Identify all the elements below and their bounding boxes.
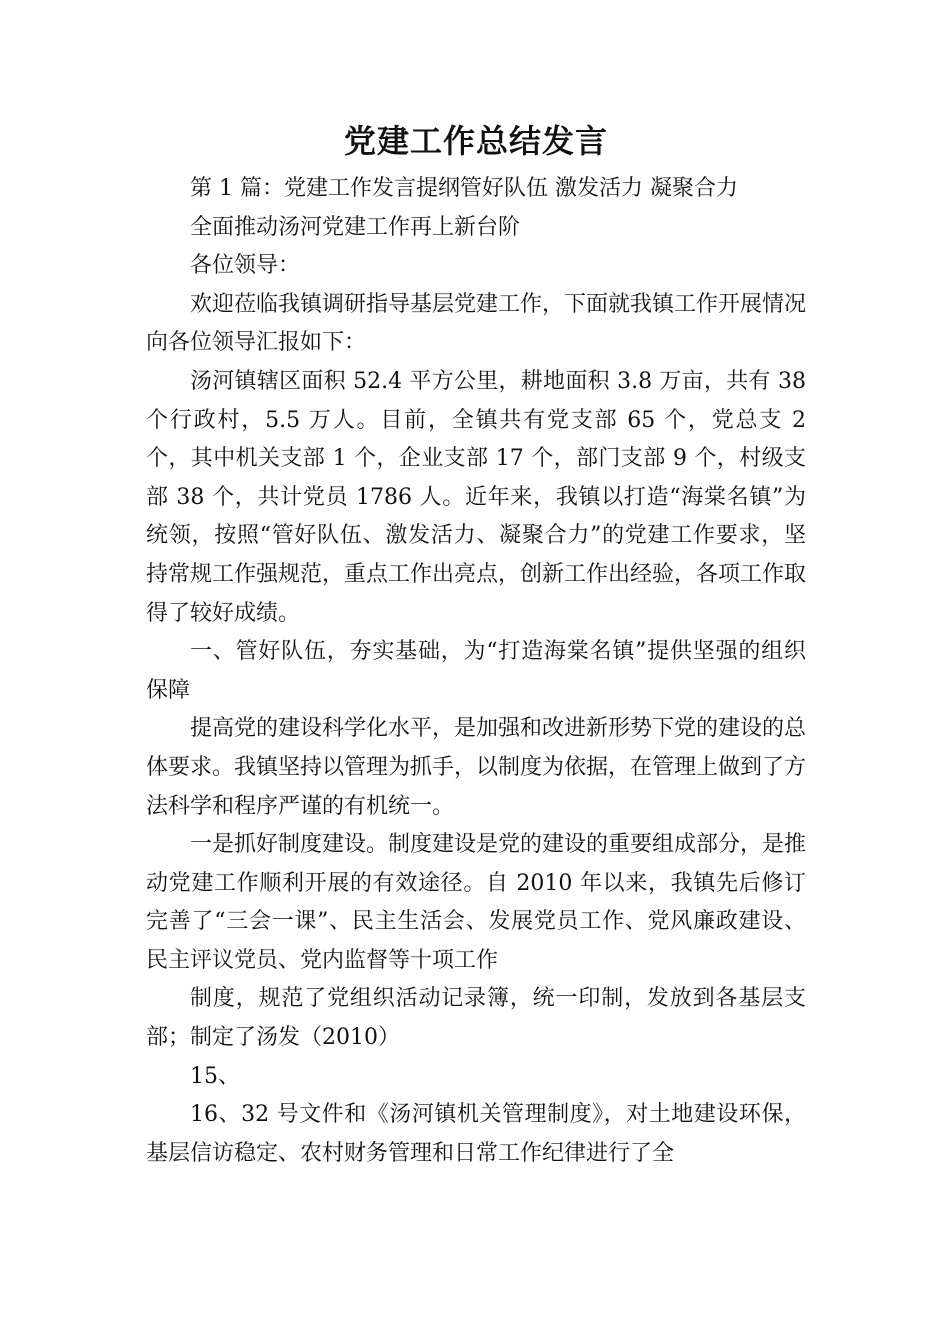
paragraph-intro: 欢迎莅临我镇调研指导基层党建工作，下面就我镇工作开展情况向各位领导汇报如下： <box>146 291 807 356</box>
paragraph-system-continued: 制度，规范了党组织活动记录簿，统一印制，发放到各基层支部；制定了汤发（2010） <box>146 986 806 1051</box>
paragraph-subtitle: 全面推动汤河党建工作再上新台阶 <box>190 214 521 240</box>
paragraph-section-body: 提高党的建设科学化水平，是加强和改进新形势下党的建设的总体要求。我镇坚持以管理为抓手，以制度为依据，在管理上做到了方法科学和程序严谨的有机统一。 <box>146 716 807 819</box>
paragraph-salutation: 各位领导： <box>190 253 301 279</box>
document-page <box>146 118 806 1173</box>
paragraph-documents: 16、32 号文件和《汤河镇机关管理制度》，对土地建设环保，基层信访稳定、农村财务管理和日常工作纪律进行了全 <box>146 1102 806 1166</box>
paragraph-chapter-heading: 第 1 篇：党建工作发言提纲管好队伍 激发活力 凝聚合力 <box>190 176 738 201</box>
paragraph-overview: 汤河镇辖区面积 52.4 平方公里，耕地面积 3.8 万亩，共有 38 个行政村，5.5 万人。目前，全镇共有党支部 65 个，党总支 2 个，其中机关支部 1 个，企业支部 17 个，部门支部 9 个，村级支部 38 个，共计党员 1786 人。近年来，我镇以打造“海棠名镇”为统领，按照“管好队伍、激发活力、凝聚合力”的党建工作要求，坚持常规工作强规范，重点工作出亮点，创新工作出经验，各项工作取得了较好成绩。 <box>146 368 807 626</box>
paragraph-fragment: 15、 <box>190 1063 240 1089</box>
paragraph-system-building: 一是抓好制度建设。制度建设是党的建设的重要组成部分，是推动党建工作顺利开展的有效途径。自 2010 年以来，我镇先后修订完善了“三会一课”、民主生活会、发展党员工作、党风廉政建设、民主评议党员、党内监督等十项工作 <box>146 832 807 973</box>
document-title: 党建工作总结发言 <box>343 122 608 160</box>
paragraph-section-heading: 一、管好队伍，夯实基础，为“打造海棠名镇”提供坚强的组织保障 <box>146 639 806 703</box>
